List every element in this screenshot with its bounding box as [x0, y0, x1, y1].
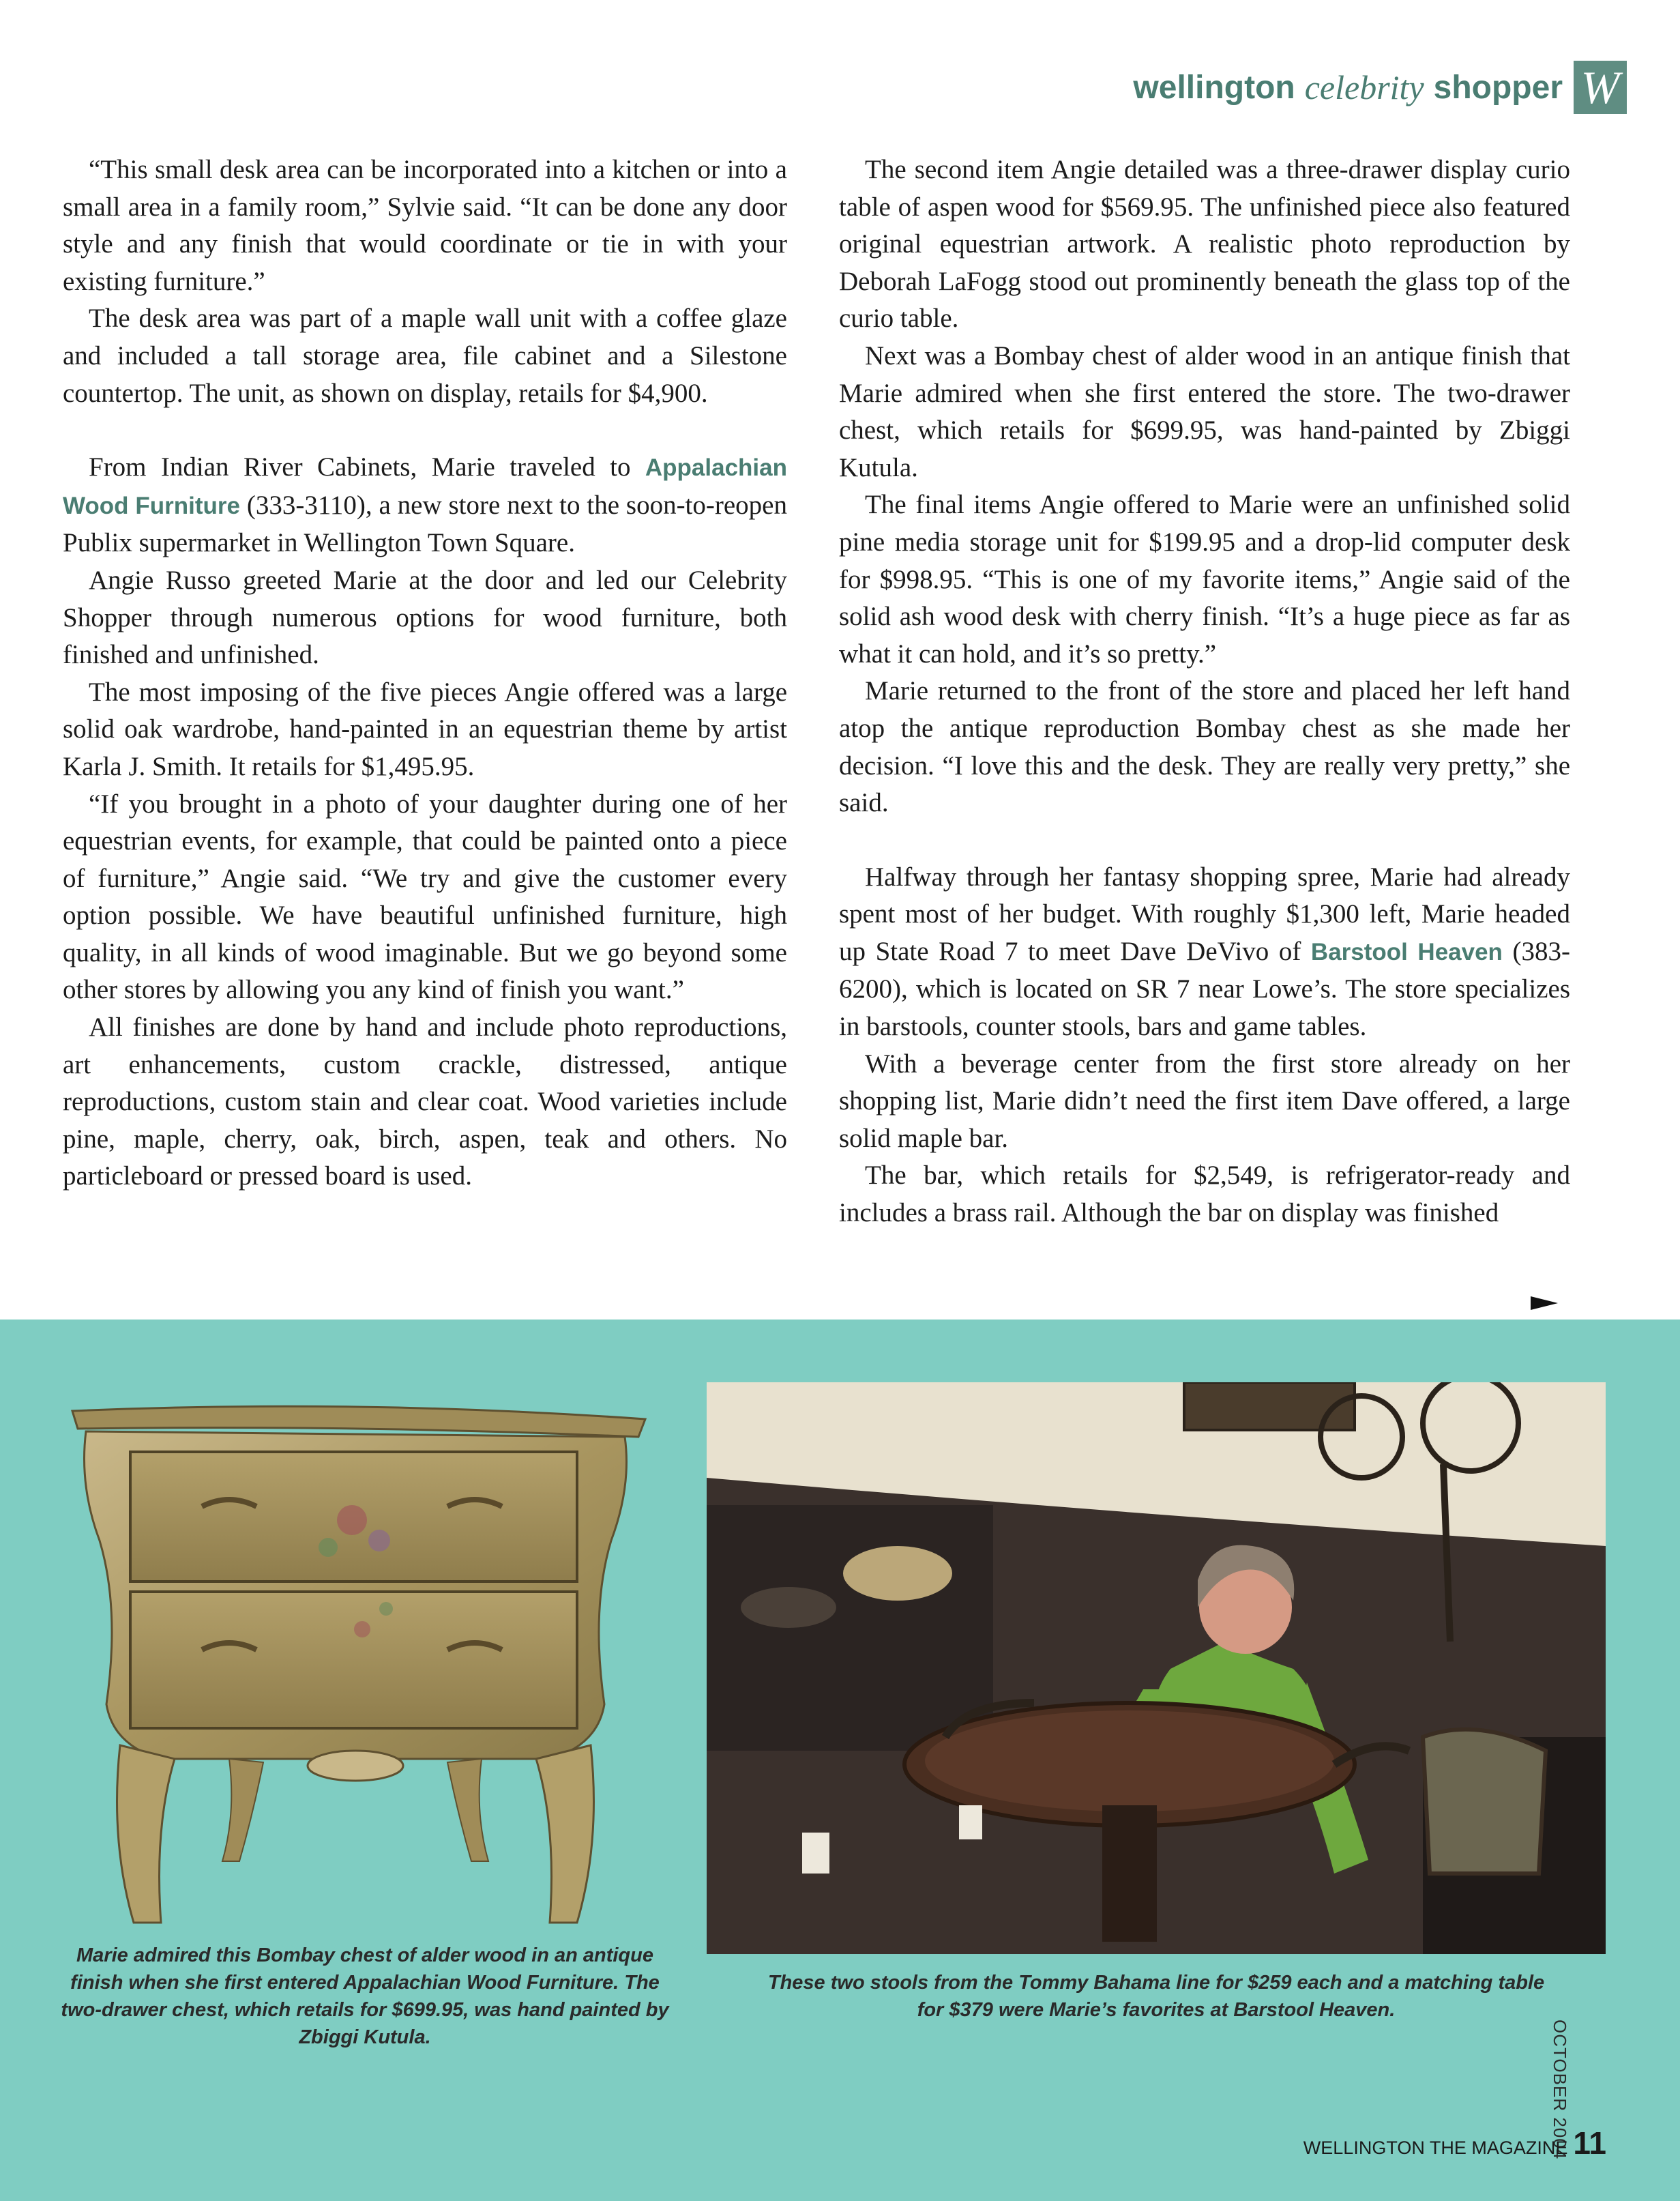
magazine-name: WELLINGTON THE MAGAZINE	[1303, 2138, 1568, 2158]
left-column	[63, 151, 787, 1195]
page-footer	[1303, 2125, 1606, 2161]
caption-barstool-heaven: These two stools from the Tommy Bahama line for $259 each and a matching table for $379 were Marie’s favorites at Barstool Heaven.	[767, 1972, 1545, 2021]
paragraph: Next was a Bombay chest of alder wood in an antique finish that Marie admired when she first entered the store. The two-drawer chest, which retails for $699.95, was hand-painted by Zbiggi Kutula.	[839, 340, 1570, 482]
paragraph: “This small desk area can be incorporated into a kitchen or into a small area in a family room,” Sylvie said. “It can be done any door style and any finish that would coordinate or tie in with your existing furniture.”	[63, 155, 787, 296]
issue-date: OCTOBER 2004	[1550, 2020, 1570, 2160]
header-celebrity: celebrity	[1304, 68, 1424, 106]
paragraph: Halfway through her fantasy shopping spree, Marie had already spent most of her budget. With roughly $1,300 left, Marie headed up State Road 7 to meet Dave DeVivo of Barstool Heaven (383-6200), which is located on SR 7 near Lowe’s. The store specializes in barstools, counter stools, bars and game tables.	[839, 862, 1570, 1042]
bombay-chest-photo	[59, 1404, 652, 1929]
store-name-appalachian: Appalachian Wood Furniture	[63, 454, 787, 519]
header-wellington: wellington	[1133, 69, 1295, 106]
page-number: 11	[1573, 2125, 1606, 2161]
paragraph: Marie returned to the front of the store and placed her left hand atop the antique reproduction Bombay chest as she made her decision. “I love this and the desk. They are really very pretty,” she said.	[839, 676, 1570, 818]
paragraph: The final items Angie offered to Marie were an unfinished solid pine media storage unit for $199.95 and a drop-lid computer desk for $998.95. “This is one of my favorite items,” Angie said of the solid ash wood desk with cherry finish. “It’s a huge piece as far as what it can hold, and it’s so pretty.”	[839, 490, 1570, 669]
paragraph: With a beverage center from the first store already on her shopping list, Marie didn’t need the first item Dave offered, a large solid maple bar.	[839, 1049, 1570, 1153]
paragraph: The most imposing of the five pieces Angie offered was a large solid oak wardrobe, hand-painted in an equestrian theme by artist Karla J. Smith. It retails for $1,495.95.	[63, 677, 787, 781]
paragraph: The second item Angie detailed was a three-drawer display curio table of aspen wood for $569.95. The unfinished piece also featured original equestrian artwork. A realistic photo reproduction by Deborah LaFogg stood out prominently beneath the glass top of the curio table.	[839, 155, 1570, 334]
right-column	[839, 151, 1570, 1232]
continue-arrow-icon	[1531, 1296, 1558, 1310]
paragraph: Angie Russo greeted Marie at the door and led our Celebrity Shopper through numerous options for wood furniture, both finished and unfinished.	[63, 565, 787, 670]
paragraph: “If you brought in a photo of your daughter during one of her equestrian events, for example, that could be painted onto a piece of furniture,” Angie said. “We try and give the customer every option possible. We have beautiful unfinished furniture, high quality, in all kinds of wood imaginable. But we go beyond some other stores by allowing you any kind of finish you want.”	[63, 789, 787, 1005]
store-name-barstool: Barstool Heaven	[1310, 938, 1503, 965]
barstool-heaven-photo	[707, 1382, 1606, 1954]
section-header	[1133, 60, 1627, 115]
paragraph: The desk area was part of a maple wall unit with a coffee glaze and included a tall storage area, file cabinet and a Silestone countertop. The unit, as shown on display, retails for $4,900.	[63, 304, 787, 408]
paragraph: From Indian River Cabinets, Marie traveled to Appalachian Wood Furniture (333-3110), a new store next to the soon-to-reopen Publix supermarket in Wellington Town Square.	[63, 452, 787, 558]
magazine-logo: W	[1574, 61, 1627, 114]
paragraph: All finishes are done by hand and include photo reproductions, art enhancements, custom crackle, distressed, antique reproductions, custom stain and clear coat. Wood varieties include pine, maple, cherry, oak, birch, aspen, teak and others. No particleboard or pressed board is used.	[63, 1012, 787, 1191]
caption-bombay-chest: Marie admired this Bombay chest of alder wood in an antique finish when she first entered Appalachian Wood Furniture. The two-drawer chest, which retails for $699.95, was hand painted by Zbiggi Kutula.	[61, 1944, 669, 2048]
paragraph: The bar, which retails for $2,549, is refrigerator-ready and includes a brass rail. Although the bar on display was finished	[839, 1161, 1570, 1228]
header-shopper: shopper	[1433, 69, 1563, 106]
